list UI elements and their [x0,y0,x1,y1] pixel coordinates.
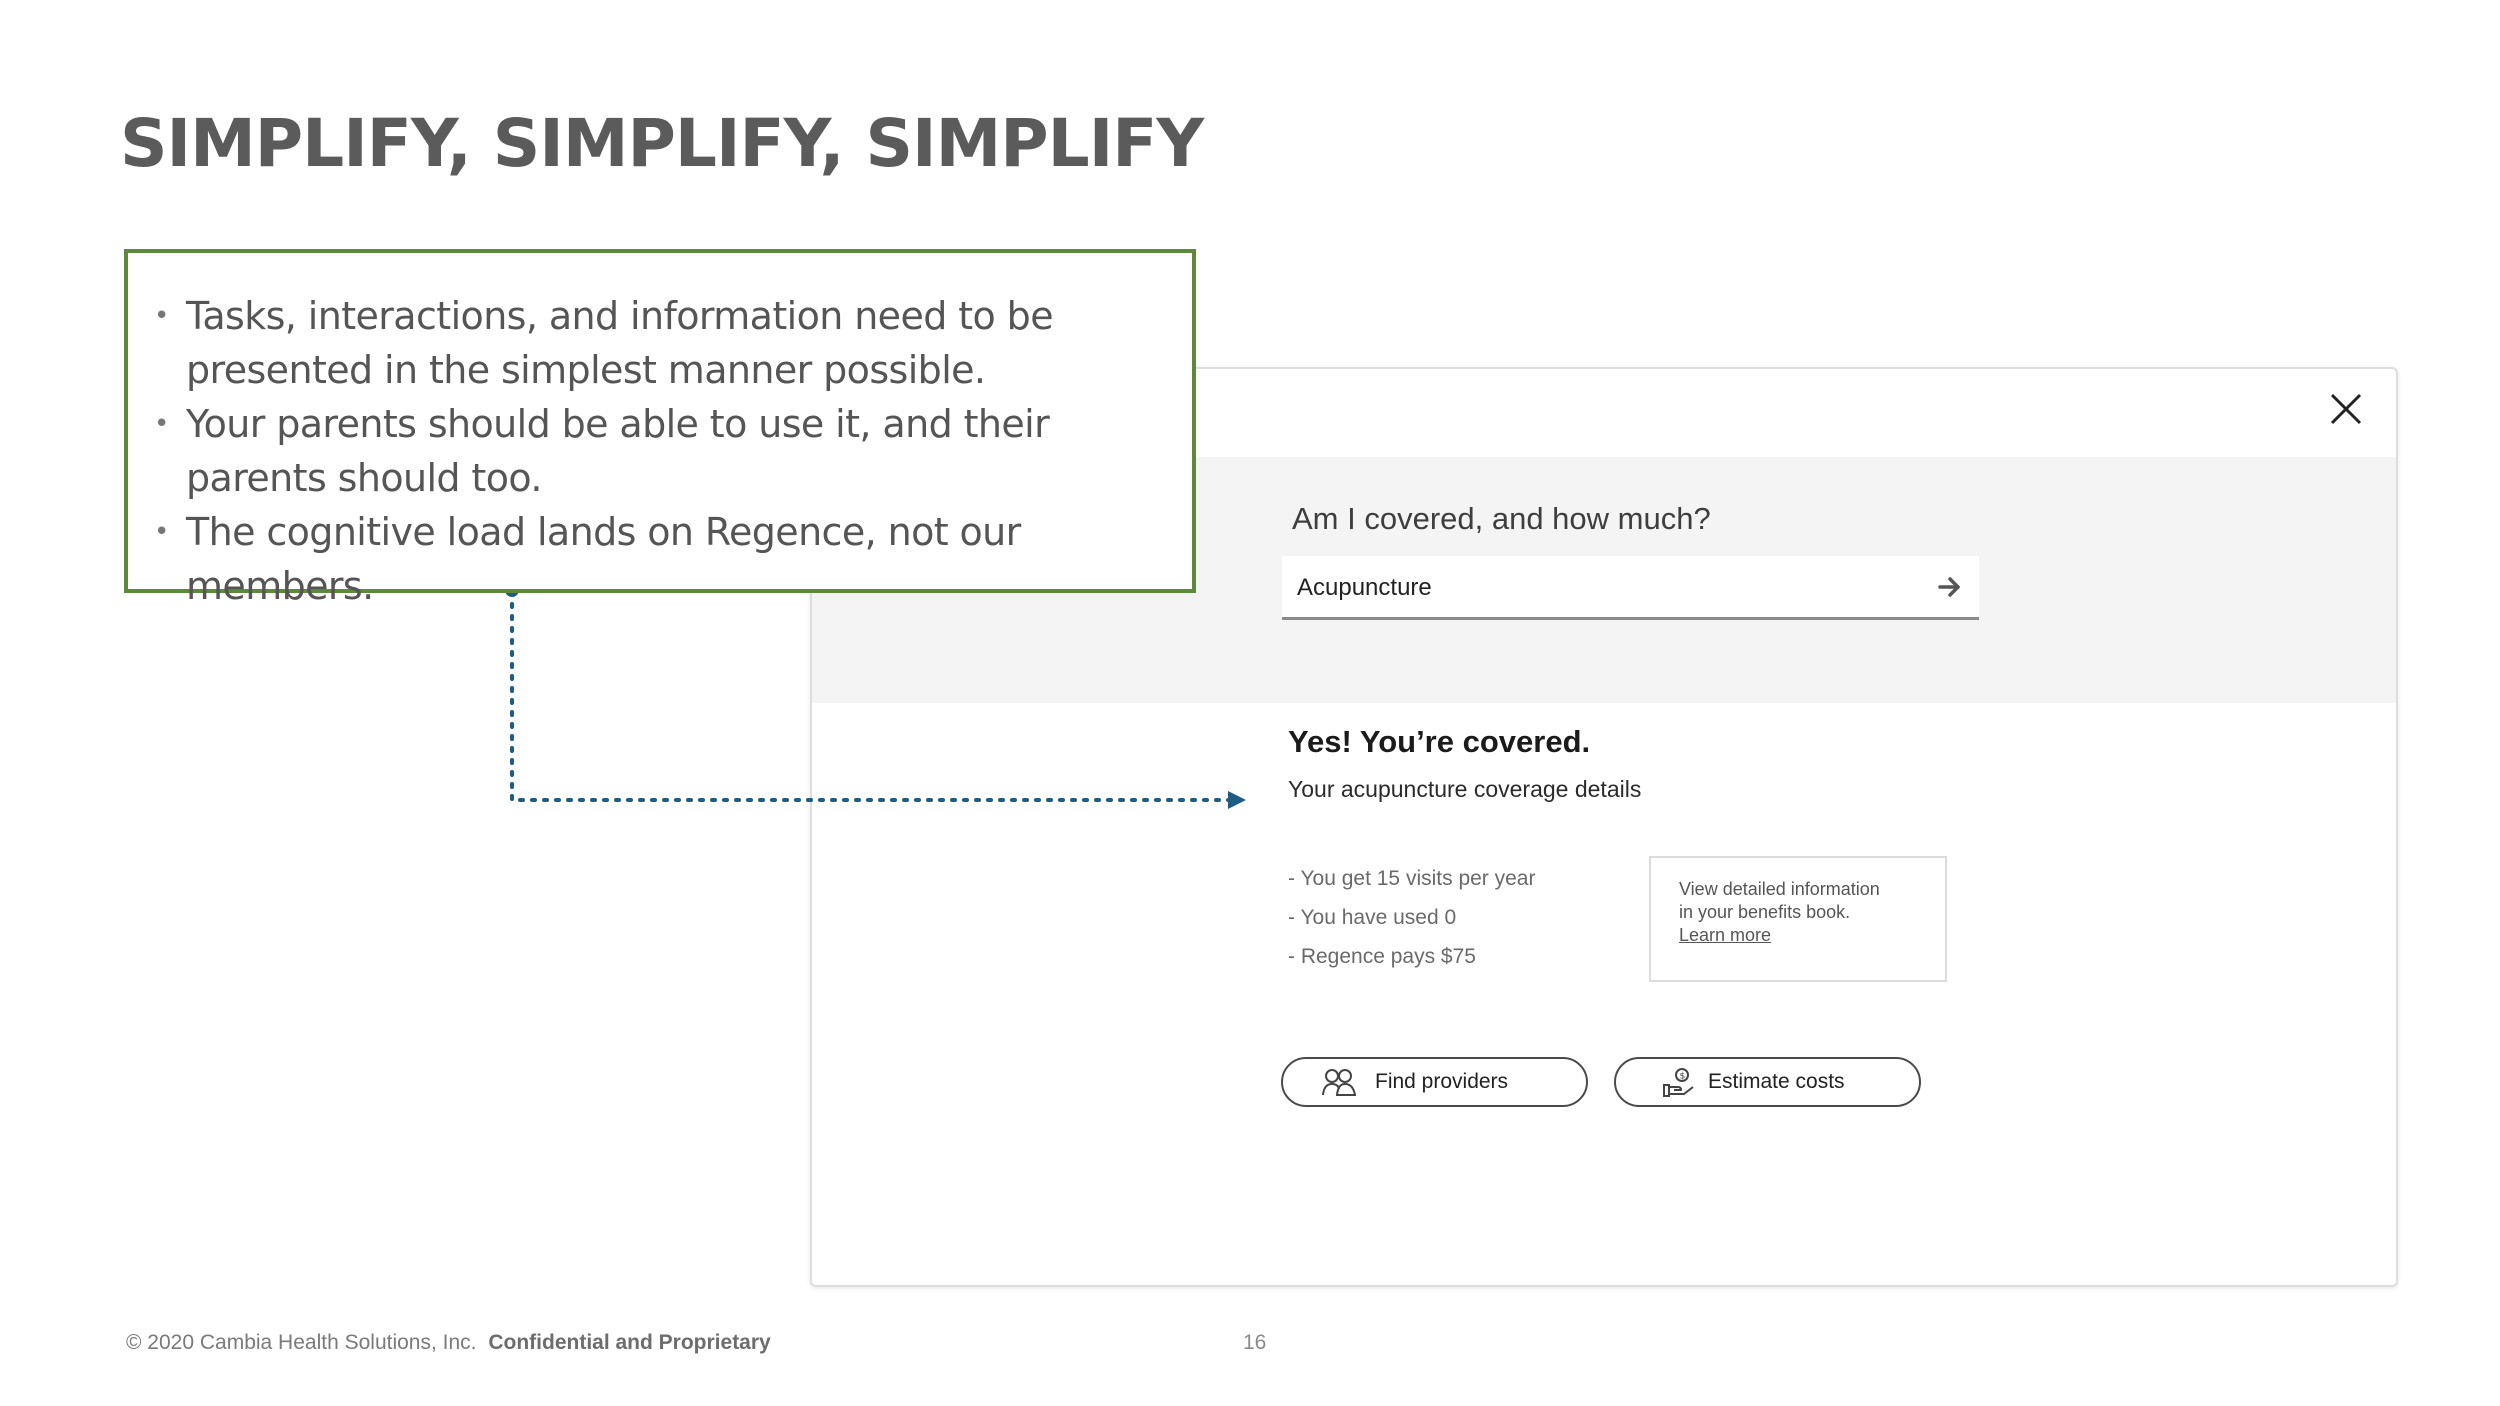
learn-more-link[interactable]: Learn more [1679,925,1772,945]
result-subtitle: Your acupuncture coverage details [1288,776,1642,802]
copyright-text: © 2020 Cambia Health Solutions, Inc. [126,1331,477,1354]
people-icon [1321,1067,1357,1097]
hand-dollar-icon [1662,1067,1698,1097]
benefits-info-card [1649,856,1947,982]
page-number: 16 [1243,1331,1267,1354]
info-line-1: View detailed information [1679,879,1880,899]
coverage-question: Am I covered, and how much? [1292,501,1711,536]
footer-copyright [126,1331,771,1355]
principle-text: Your parents should be able to use it, and their parents should too. [186,402,1050,500]
info-line-2: in your benefits book. [1679,902,1851,922]
search-input[interactable] [1282,556,1979,620]
principle-item [148,397,1162,505]
close-icon[interactable] [2326,389,2366,429]
confidential-label: Confidential and Proprietary [488,1331,771,1354]
principle-item [148,289,1162,397]
principles-list [148,289,1162,613]
detail-item: - You have used 0 [1288,906,1457,929]
principles-callout [124,249,1196,608]
arrow-right-icon[interactable] [1937,574,1963,600]
principle-text: Tasks, interactions, and information need to be presented in the simplest manner possible. [186,294,1053,392]
detail-item: - You get 15 visits per year [1288,867,1536,890]
bullet-glyph: • [154,409,169,439]
estimate-costs-label: Estimate costs [1708,1070,1845,1093]
search-value: Acupuncture [1297,574,1432,601]
result-title: Yes! You’re covered. [1288,724,1591,759]
bullet-glyph: • [154,301,169,331]
svg-text:$: $ [1679,1071,1686,1082]
bullet-glyph: • [154,517,169,547]
find-providers-label: Find providers [1375,1070,1509,1093]
coverage-details [1288,859,1535,976]
estimate-costs-button[interactable] [1614,1057,1921,1107]
principle-item [148,505,1162,613]
find-providers-button[interactable] [1281,1057,1588,1107]
principle-text: The cognitive load lands on Regence, not our members. [186,510,1021,608]
detail-item: - Regence pays $75 [1288,945,1476,968]
slide-title: SIMPLIFY, SIMPLIFY, SIMPLIFY [120,105,1204,182]
